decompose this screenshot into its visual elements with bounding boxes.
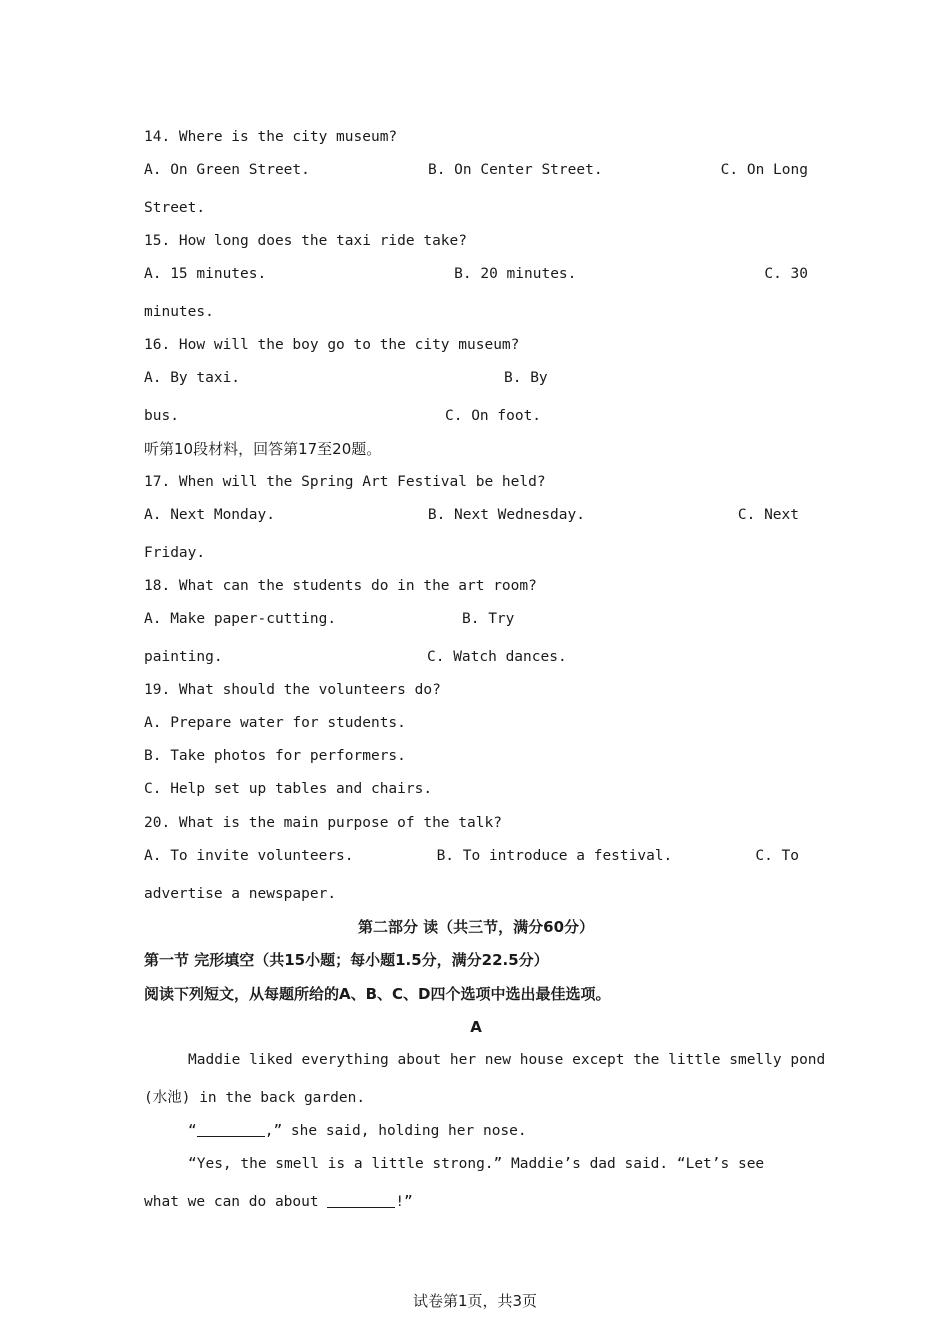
question-20-options bbox=[144, 846, 799, 866]
open-quote: “ bbox=[188, 1123, 197, 1139]
option-b: B. By bbox=[504, 370, 548, 386]
option-c: C. Help set up tables and chairs. bbox=[144, 781, 433, 797]
option-c: C. 30 bbox=[764, 266, 808, 282]
section-note: 听第10段材料，回答第17至20题。 bbox=[144, 440, 382, 458]
option-c-continued: advertise a newspaper. bbox=[144, 886, 337, 902]
option-c-continued: Friday. bbox=[144, 545, 206, 561]
option-c: C. Next bbox=[737, 507, 799, 523]
passage-paragraph-3-cont bbox=[144, 1192, 808, 1212]
section-instruction: 阅读下列短文，从每题所给的A、B、C、D四个选项中选出最佳选项。 bbox=[144, 985, 611, 1003]
option-c-continued: Street. bbox=[144, 200, 206, 216]
option-a: A. Prepare water for students. bbox=[144, 715, 406, 731]
page-footer: 试卷第1页，共3页 bbox=[412, 1292, 538, 1310]
option-a: A. Make paper-cutting. bbox=[144, 611, 337, 627]
option-a: A. Next Monday. bbox=[144, 507, 275, 523]
option-b: B. Try bbox=[462, 611, 515, 627]
option-b-continued: bus. bbox=[144, 408, 179, 424]
option-a: A. To invite volunteers. bbox=[144, 848, 354, 864]
question-18-options bbox=[144, 609, 808, 629]
part-title: 第二部分 读（共三节，满分60分） bbox=[357, 918, 595, 936]
question-14: 14. Where is the city museum? bbox=[144, 129, 398, 145]
question-16-options-continued bbox=[144, 406, 808, 426]
passage-paragraph-1-cont: (水池) in the back garden. bbox=[144, 1090, 366, 1106]
paragraph-2-text: ,” she said, holding her nose. bbox=[264, 1123, 527, 1139]
option-c: C. To bbox=[755, 848, 799, 864]
question-15: 15. How long does the taxi ride take? bbox=[144, 233, 468, 249]
question-16-options bbox=[144, 368, 808, 388]
option-b: B. 20 minutes. bbox=[454, 266, 577, 282]
passage-label: A bbox=[470, 1018, 482, 1036]
option-c: C. On foot. bbox=[445, 408, 542, 424]
passage-paragraph-1: Maddie liked everything about her new house except the little smelly pond bbox=[188, 1052, 826, 1068]
option-c-continued: minutes. bbox=[144, 304, 214, 320]
question-17: 17. When will the Spring Art Festival be held? bbox=[144, 474, 546, 490]
question-20: 20. What is the main purpose of the talk? bbox=[144, 815, 502, 831]
passage-paragraph-3: “Yes, the smell is a little strong.” Maddie’s dad said. “Let’s see bbox=[188, 1156, 765, 1172]
blank-2[interactable] bbox=[327, 1193, 395, 1208]
section-heading: 第一节 完形填空（共15小题；每小题1.5分，满分22.5分） bbox=[144, 951, 549, 969]
question-14-options bbox=[144, 160, 808, 180]
question-15-options bbox=[144, 264, 808, 284]
option-b: B. On Center Street. bbox=[427, 162, 603, 178]
question-18-options-continued bbox=[144, 647, 808, 667]
option-c: C. Watch dances. bbox=[427, 649, 567, 665]
option-b-continued: painting. bbox=[144, 649, 223, 665]
passage-paragraph-2 bbox=[144, 1121, 808, 1141]
paragraph-3-text: what we can do about bbox=[144, 1194, 328, 1210]
option-c: C. On Long bbox=[720, 162, 808, 178]
option-a: A. By taxi. bbox=[144, 370, 241, 386]
question-16: 16. How will the boy go to the city museum? bbox=[144, 337, 520, 353]
option-b: B. Next Wednesday. bbox=[427, 507, 585, 523]
question-19: 19. What should the volunteers do? bbox=[144, 682, 441, 698]
option-a: A. 15 minutes. bbox=[144, 266, 267, 282]
option-b: B. Take photos for performers. bbox=[144, 748, 406, 764]
paragraph-3-end: !” bbox=[395, 1194, 413, 1210]
blank-1[interactable] bbox=[197, 1122, 265, 1137]
option-a: A. On Green Street. bbox=[144, 162, 310, 178]
option-b: B. To introduce a festival. bbox=[436, 848, 673, 864]
question-17-options bbox=[144, 505, 799, 525]
question-18: 18. What can the students do in the art room? bbox=[144, 578, 537, 594]
